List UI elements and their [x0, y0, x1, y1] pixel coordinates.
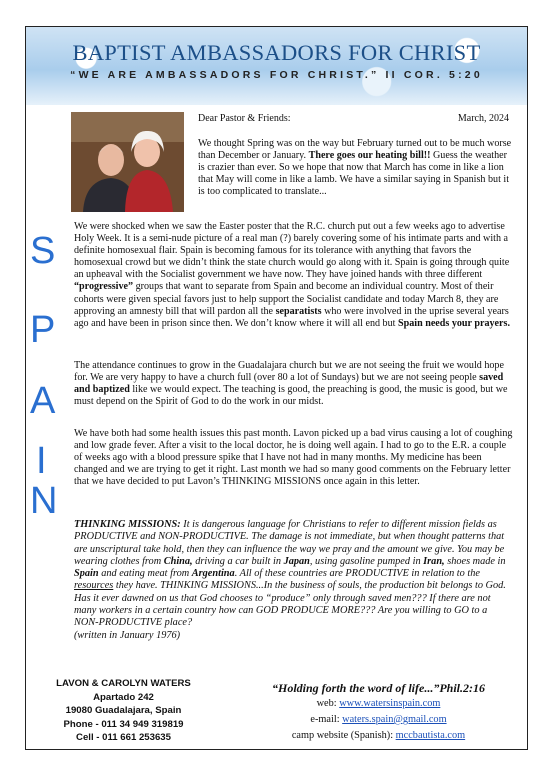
- side-letter-p: P: [30, 309, 56, 351]
- camp-line: camp website (Spanish): mccbautista.com: [291, 730, 466, 741]
- address-line-1: Apartado 242: [93, 691, 154, 703]
- newsletter-page: [25, 26, 528, 750]
- couple-photo: [71, 112, 184, 212]
- email-line: e-mail: waters.spain@gmail.com: [310, 714, 447, 725]
- address-line-2: 19080 Guadalajara, Spain: [65, 705, 182, 716]
- contact-address-block: [36, 677, 211, 745]
- paragraph-spain-news: We were shocked when we saw the Easter poster that the R.C. church put out a few weeks ago to advertise Holy Week. It is a semi-nude picture of a real man (?) barely covering some of his intimate parts and with a definite homosexual flair. Spain is becoming famous for its tolerance with anything that favors the homosexual crowd but we didn’t think the state church would go along with it. Spain is going through quite an upheaval with the Socialist government we have now. They have joined hands with three different “progressive” groups that want to separate from Spain and become an individual country. Most of their cohorts were given special favors just to help support the Socialist candidate and today March 8, they are approving an amnesty bill that will pardon all the separatists who were involved in the uprise several years ago and have been in prison since then. We don’t know where it will all end but Spain needs your prayers.: [74, 221, 510, 329]
- side-letter-s: S: [30, 230, 56, 272]
- website-link[interactable]: www.watersinspain.com: [339, 698, 441, 709]
- camp-website-link[interactable]: mccbautista.com: [395, 730, 466, 741]
- paragraph-weather: We thought Spring was on the way but February turned out to be much worse than December or January. There goes our heating bill!! Guess the weather is crazier than ever. So we hope that now that March has come in like a lion that May will come in like a lamb. We have a similar saying in Spanish but it is too complicated to translate...: [198, 138, 512, 198]
- newsletter-subtitle: “WE ARE AMBASSADORS FOR CHRIST.” II COR. 5:20: [70, 69, 483, 81]
- side-letter-n: N: [30, 480, 58, 522]
- web-line: web: www.watersinspain.com: [316, 698, 441, 709]
- cell-number: Cell - 011 661 253635: [76, 732, 171, 743]
- paragraph-health: We have both had some health issues this past month. Lavon picked up a bad virus causing a lot of coughing and low grade fever. After a visit to the local doctor, he is doing well again. I had to go to the E.R. a couple of weeks ago with a blood pressure spike that I have not had in many months. My medicine has been changed and we are trying to get it right. Last month we had so many good comments on the February letter that we have decided to put Lavon’s THINKING MISSIONS once again in this letter.: [74, 428, 513, 488]
- newsletter-title: BAPTIST AMBASSADORS FOR CHRIST: [72, 40, 481, 65]
- salutation: Dear Pastor & Friends:: [198, 113, 291, 124]
- paragraph-attendance: The attendance continues to grow in the Guadalajara church but we are not seeing the fruit we would hope for. We are very happy to have a church full (over 80 a lot of Sundays) but we are not seeing people saved and baptized like we would expect. The teaching is good, the preaching is good, the music is good, but we must depend on the Spirit of God to do the work in our midst.: [74, 360, 508, 408]
- couple-photo-illustration: [71, 112, 184, 212]
- missionary-names: LAVON & CAROLYN WATERS: [56, 678, 191, 689]
- motto-verse: “Holding forth the word of life...”Phil.2:16: [271, 681, 485, 695]
- side-letter-i: I: [36, 440, 47, 482]
- header-banner: [26, 27, 527, 105]
- letter-date: March, 2024: [457, 113, 509, 124]
- email-link[interactable]: waters.spain@gmail.com: [342, 714, 447, 725]
- phone-number: Phone - 011 34 949 319819: [63, 718, 184, 730]
- thinking-missions-section: THINKING MISSIONS: It is dangerous language for Christians to refer to different mission fields as PRODUCTIVE and NON-PRODUCTIVE. The damage is not immediate, but when thought patterns that are unscriptural take hold, then they can influence the way we pray and the amount we give. You may be wearing clothes from China, driving a car built in Japan, using gasoline pumped in Iran, shoes made in Spain and eating meat from Argentina. All of these countries are PRODUCTIVE in relation to the resources they have. THINKING MISSIONS...In the business of souls, the production bit belongs to God. Has it ever dawned on us that God chooses to “produce” only through saved men??? If there are not many workers in a certain country how can GOD PRODUCE MORE??? Are you willing to GO to a NON-PRODUCTIVE place? (written in January 1976): [74, 519, 506, 641]
- side-letter-a: A: [30, 380, 56, 422]
- contact-links-block: [236, 680, 521, 744]
- thinking-missions-heading: THINKING MISSIONS:: [74, 519, 181, 530]
- written-note: (written in January 1976): [74, 629, 181, 641]
